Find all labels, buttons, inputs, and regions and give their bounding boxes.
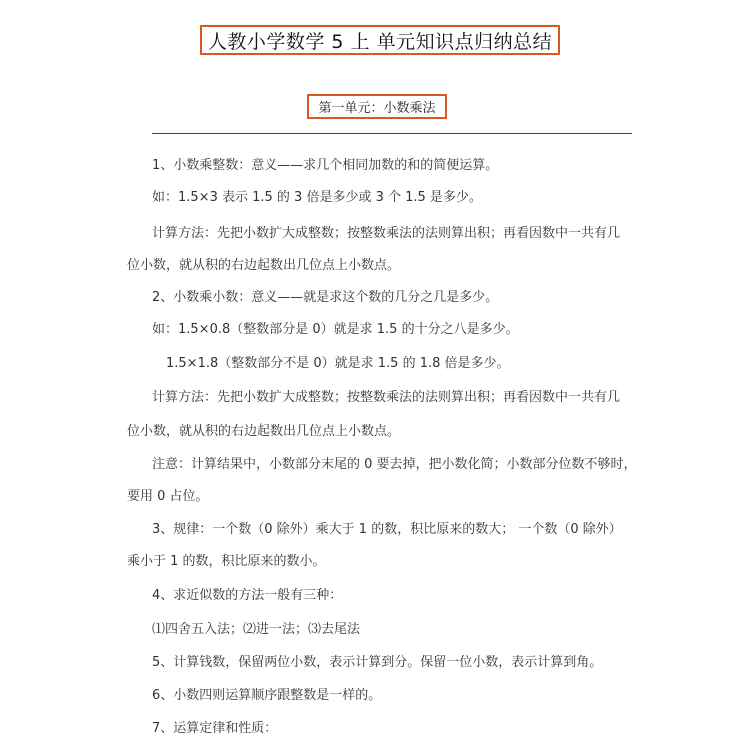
paragraph-line: 6、小数四则运算顺序跟整数是一样的。 xyxy=(152,688,382,703)
divider-line xyxy=(152,133,632,134)
paragraph-line: 1、小数乘整数：意义——求几个相同加数的和的简便运算。 xyxy=(152,158,499,173)
paragraph-line: 1.5×1.8（整数部分不是 0）就是求 1.5 的 1.8 倍是多少。 xyxy=(166,356,510,371)
unit-heading: 第一单元：小数乘法 xyxy=(307,94,447,119)
paragraph-line: 如：1.5×0.8（整数部分是 0）就是求 1.5 的十分之八是多少。 xyxy=(152,322,519,337)
paragraph-line: 5、计算钱数，保留两位小数，表示计算到分。保留一位小数，表示计算到角。 xyxy=(152,655,603,670)
paragraph-line: 位小数，就从积的右边起数出几位点上小数点。 xyxy=(127,258,401,273)
paragraph-line: 注意：计算结果中，小数部分末尾的 0 要去掉，把小数化简；小数部分位数不够时， xyxy=(152,457,637,472)
paragraph-line: 如：1.5×3 表示 1.5 的 3 倍是多少或 3 个 1.5 是多少。 xyxy=(152,190,482,205)
paragraph-line: 3、规律：一个数（0 除外）乘大于 1 的数，积比原来的数大； 一个数（0 除外） xyxy=(152,522,622,537)
paragraph-line: 位小数，就从积的右边起数出几位点上小数点。 xyxy=(127,424,401,439)
paragraph-line: 计算方法：先把小数扩大成整数；按整数乘法的法则算出积；再看因数中一共有几 xyxy=(152,390,621,405)
paragraph-line: 2、小数乘小数：意义——就是求这个数的几分之几是多少。 xyxy=(152,290,499,305)
document-title: 人教小学数学 5 上 单元知识点归纳总结 xyxy=(200,25,560,55)
paragraph-line: 要用 0 占位。 xyxy=(127,489,209,504)
paragraph-line: 乘小于 1 的数，积比原来的数小。 xyxy=(127,554,326,569)
paragraph-line: 计算方法：先把小数扩大成整数；按整数乘法的法则算出积；再看因数中一共有几 xyxy=(152,226,621,241)
paragraph-line: ⑴四舍五入法；⑵进一法；⑶去尾法 xyxy=(152,622,361,637)
paragraph-line: 7、运算定律和性质： xyxy=(152,721,278,736)
paragraph-line: 4、求近似数的方法一般有三种： xyxy=(152,588,343,603)
